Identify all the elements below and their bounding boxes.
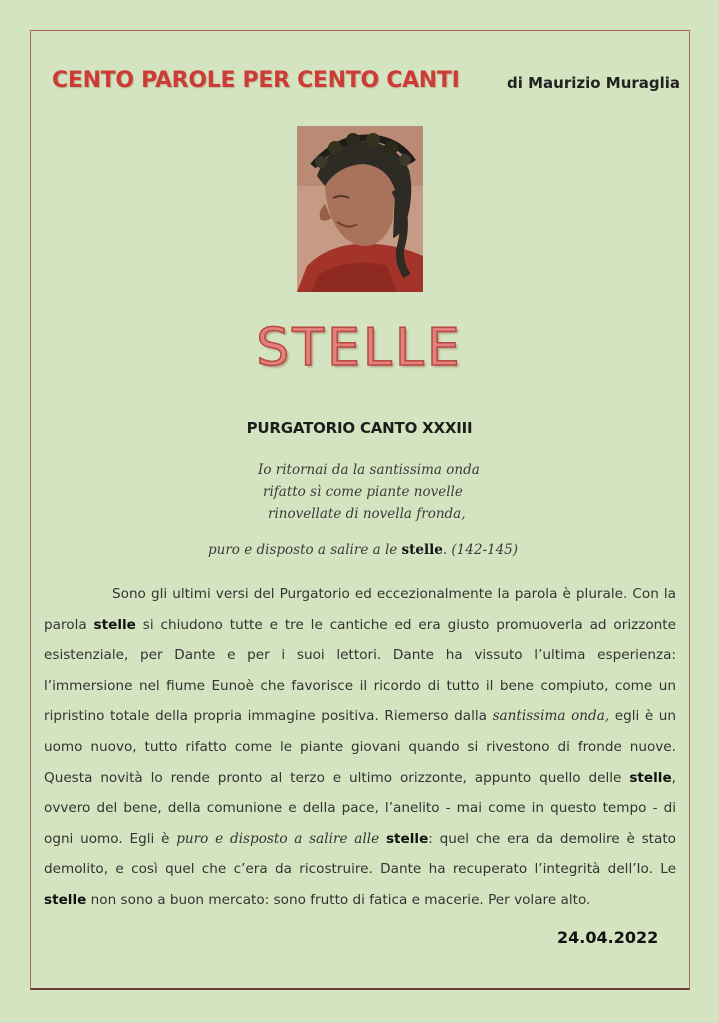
verse-line: rinovellate di novella fronda, [268, 506, 466, 522]
verse-text: puro e disposto a salire a le [208, 542, 402, 558]
body-text: : quel che era da demolire è stato demolito, e così quel che c’era da ricostruire. Dante ha recuperato l’integrità dell’Io. Le [44, 830, 676, 878]
verse-line: Io ritornai da la santissima onda [258, 462, 480, 478]
body-text: non sono a buon mercato: sono frutto di fatica e macerie. Per volare alto. [86, 891, 591, 908]
keyword-stelle: stelle [629, 769, 672, 786]
header [52, 68, 682, 93]
dante-portrait [297, 126, 423, 292]
body-text: si chiudono tutte e tre le cantiche ed era giusto promuoverla ad orizzonte esistenziale, per Dante e per i suoi lettori. Dante ha vissuto l’ultima esperienza: l’immersione nel fiume Eunoè che favorisce il ricordo di tutto il bene compiuto, come un ripristino totale della propria immagine positiva. Riemerso dalla [44, 616, 676, 725]
author-credit: di Maurizio Muraglia [507, 74, 681, 92]
body-text: , ovvero del bene, della comunione e della pace, l’anelito - mai come in questo tempo - di ogni uomo. Egli è [44, 769, 676, 847]
commentary-paragraph [44, 579, 676, 916]
quoted-phrase: santissima onda, [492, 708, 610, 725]
publication-date: 24.04.2022 [557, 928, 659, 947]
quoted-phrase: puro e disposto a salire alle [176, 830, 386, 847]
keyword-stelle: stelle [385, 830, 429, 847]
headword-title: STELLE [256, 318, 463, 378]
verse-reference: . (142-145) [442, 542, 519, 558]
series-title: CENTO PAROLE PER CENTO CANTI [52, 68, 460, 93]
canto-reference: PURGATORIO CANTO XXXIII [246, 419, 473, 437]
verse-line [208, 542, 518, 558]
verse-keyword: stelle [401, 542, 443, 558]
keyword-stelle: stelle [44, 891, 87, 908]
keyword-stelle: stelle [93, 616, 136, 633]
body-text: Sono gli ultimi versi del Purgatorio ed eccezionalmente la parola è plurale. Con la parola [44, 586, 676, 633]
verse-line: rifatto sì come piante novelle [263, 484, 463, 500]
body-text: egli è un uomo nuovo, tutto rifatto come le piante giovani quando si rivestono di fronde nuove. Questa novità lo rende pronto al terzo e ultimo orizzonte, appunto quello delle [44, 708, 677, 786]
